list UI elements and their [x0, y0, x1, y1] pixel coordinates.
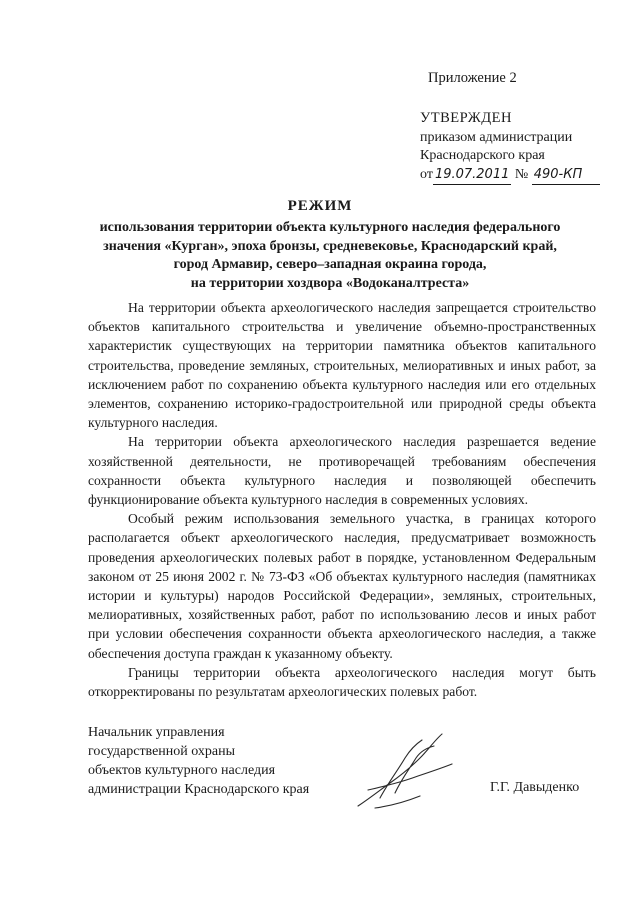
signer-line: объектов культурного наследия	[88, 763, 276, 778]
subtitle-line: использования территории объекта культурного наследия федерального	[99, 220, 561, 235]
paragraph: Особый режим использования земельного участка, в границах которого располагается объект археологического наследия, предусматривает возможность проведения археологических полевых работ в порядке, установленном Федеральным законом от 25 июня 2002 г. № 73-ФЗ «Об объектах культурного наследия (памятниках истории и культуры) народов Российской Федерации», земляных, строительных, мелиоративных, хозяйственных работ, работ по использованию лесов и иных работ при условии обеспечения сохранности объекта археологического наследия, а также обеспечения доступа граждан к указанному объекту.	[88, 511, 596, 661]
document-body	[88, 298, 596, 701]
handwritten-date: 19.07.2011	[433, 166, 511, 185]
approved-label: УТВЕРЖДЕН	[420, 110, 512, 126]
subtitle-line: город Армавир, северо–западная окраина города,	[173, 257, 487, 272]
document-title: РЕЖИМ	[287, 198, 353, 214]
number-prefix: №	[514, 167, 529, 182]
region-line: Краснодарского края	[420, 148, 545, 163]
signer-line: Начальник управления	[88, 725, 225, 740]
signer-name: Г.Г. Давыденко	[490, 780, 580, 795]
date-prefix: от	[420, 167, 433, 182]
signer-title	[88, 723, 309, 799]
signer-line: государственной охраны	[88, 744, 236, 759]
handwritten-number: 490-КП	[532, 166, 600, 185]
handwritten-signature	[350, 728, 460, 818]
paragraph: На территории объекта археологического наследия разрешается ведение хозяйственной деятельности, не противоречащей требованиям обеспечения сохранности объекта культурного наследия и позволяющей обеспечить функционирование объекта культурного наследия в современных условиях.	[88, 434, 596, 508]
approved-by-line: приказом администрации	[420, 130, 573, 145]
subtitle-line: на территории хоздвора «Водоканалтреста»	[190, 275, 470, 291]
paragraph: Границы территории объекта археологического наследия могут быть откорректированы по результатам археологических полевых работ.	[88, 664, 596, 700]
date-number-line	[420, 166, 600, 185]
paragraph: На территории объекта археологического наследия запрещается строительство объектов капитального строительства и увеличение объемно-пространственных характеристик существующих на территории памятника объектов капитального строительства, проведение земляных, строительных, мелиоративных и иных работ, за исключением работ по сохранению объекта культурного наследия или его отдельных элементов, сохранению историко-градостроительной или природной среды объекта культурного наследия.	[88, 300, 596, 431]
document-subtitle	[80, 219, 580, 293]
subtitle-line: значения «Курган», эпоха бронзы, средневековье, Краснодарский край,	[103, 238, 557, 254]
appendix-label: Приложение 2	[428, 70, 517, 86]
signer-line: администрации Краснодарского края	[88, 782, 310, 797]
